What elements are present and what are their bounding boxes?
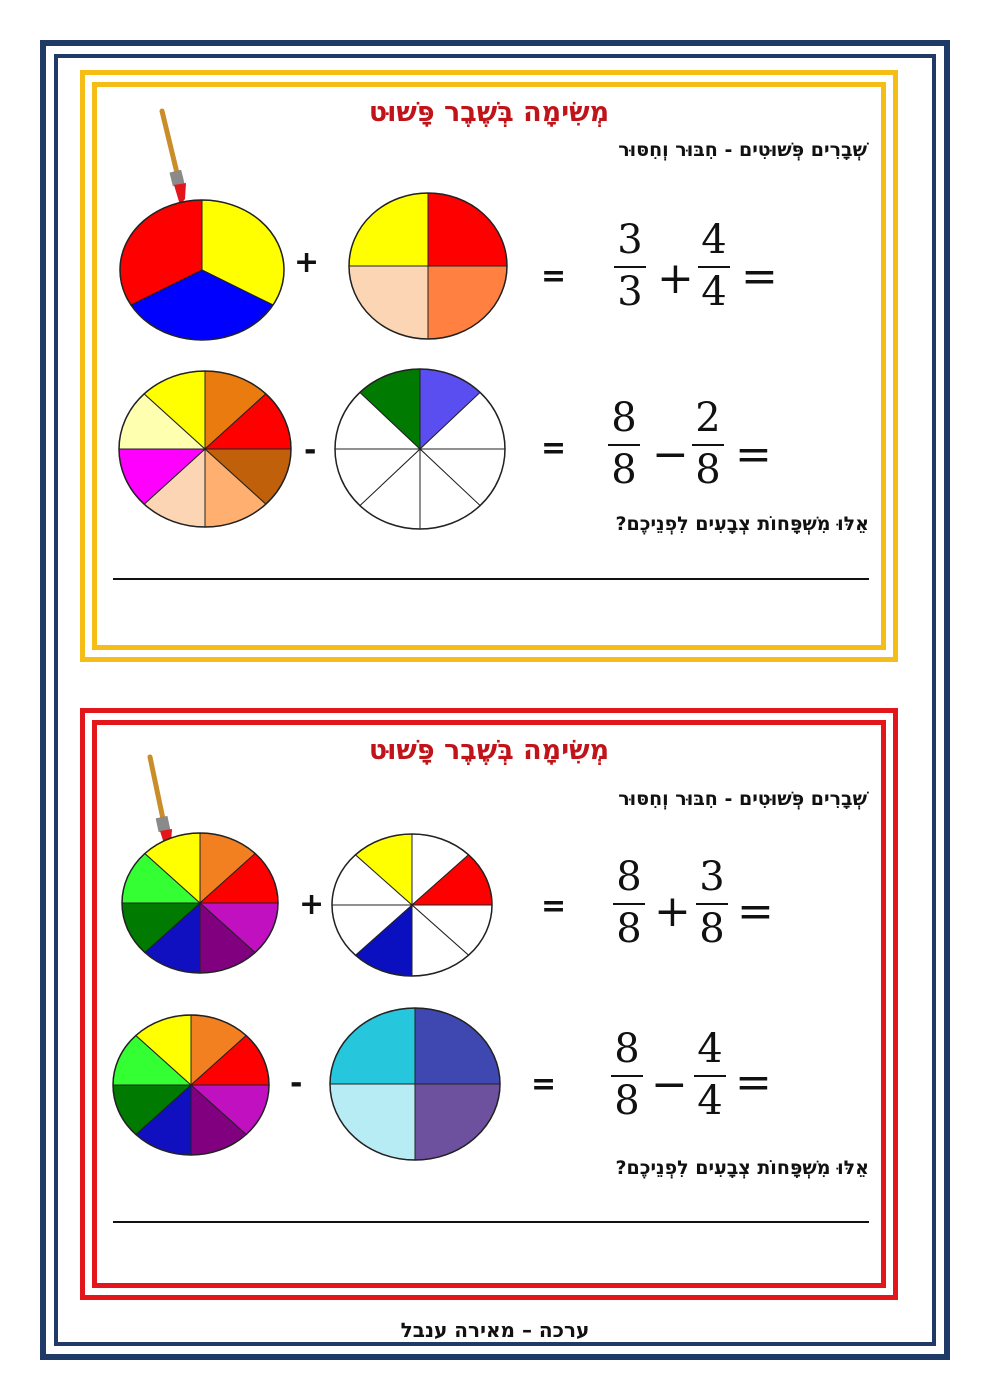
equals-2: = (531, 1067, 557, 1102)
fraction-denominator: 4 (697, 1078, 723, 1124)
wheel-slice (415, 1008, 500, 1084)
card-graphics (85, 713, 895, 1298)
math-equals: = (735, 1057, 772, 1108)
operator-1: + (294, 245, 320, 280)
fraction-numerator: 4 (697, 1026, 723, 1072)
question-text: אֵלּוּ מִשְׁפָּחוֹת צְבָעִים לִפְנֵיכֶם? (615, 1157, 869, 1179)
fraction-b (696, 217, 732, 318)
card-subtitle: שְׁבָרִים פְּשׁוּטִים - חִבּוּר וְחִסּוּר (618, 139, 867, 161)
fraction-numerator: 8 (614, 1026, 640, 1072)
math-equals: = (737, 886, 774, 937)
math-equals: = (735, 429, 772, 480)
paintbrush-icon (150, 757, 172, 850)
answer-line[interactable] (113, 578, 869, 580)
operator-2: - (304, 433, 317, 468)
wheel-1-right (349, 193, 507, 339)
fraction-numerator: 3 (617, 217, 643, 263)
fraction-denominator: 8 (611, 447, 637, 493)
equals-2: = (541, 431, 567, 466)
fraction-a (609, 1026, 645, 1127)
wheel-1-left (122, 833, 278, 973)
operator-1: + (299, 887, 325, 922)
fraction-numerator: 4 (701, 217, 727, 263)
fraction-denominator: 8 (614, 1078, 640, 1124)
fraction-b (694, 854, 730, 955)
answer-line[interactable] (113, 1221, 869, 1223)
fraction-numerator: 2 (695, 395, 721, 441)
fraction-numerator: 8 (616, 854, 642, 900)
wheel-slice (415, 1084, 500, 1160)
task-card-1 (80, 70, 898, 662)
math-sign: − (652, 429, 689, 480)
fraction-numerator: 3 (699, 854, 725, 900)
card-graphics (85, 75, 895, 660)
fraction-denominator: 4 (701, 269, 727, 315)
wheel-1-left (120, 200, 284, 340)
fraction-a (606, 395, 642, 496)
wheel-slice (330, 1084, 415, 1160)
operator-2: - (290, 1066, 303, 1101)
wheel-2-left (113, 1015, 269, 1155)
card-title: מְשִׂימָה בְּשֶׁבֶר פָּשׁוּט (368, 97, 610, 128)
equals-1: = (541, 889, 567, 924)
wheel-slice (330, 1008, 415, 1084)
fraction-a (611, 854, 647, 955)
fraction-numerator: 8 (611, 395, 637, 441)
question-text: אֵלּוּ מִשְׁפָּחוֹת צְבָעִים לִפְנֵיכֶם? (615, 513, 869, 535)
wheel-slice (349, 193, 428, 266)
math-sign: + (657, 253, 694, 304)
math-equals: = (741, 251, 778, 302)
paintbrush-icon (162, 111, 186, 205)
math-sign: + (654, 886, 691, 937)
card-title: מְשִׂימָה בְּשֶׁבֶר פָּשׁוּט (368, 735, 610, 766)
equals-1: = (541, 259, 567, 294)
math-sign: − (651, 1059, 688, 1110)
wheel-2-right (330, 1008, 500, 1160)
wheel-slice (349, 266, 428, 339)
fraction-denominator: 8 (699, 906, 725, 952)
fraction-a (612, 217, 648, 318)
fraction-denominator: 8 (695, 447, 721, 493)
task-card-2 (80, 708, 898, 1300)
fraction-b (690, 395, 726, 496)
fraction-b (692, 1026, 728, 1127)
wheel-2-right (335, 369, 505, 529)
card-subtitle: שְׁבָרִים פְּשׁוּטִים - חִבּוּר וְחִסּוּר (618, 788, 867, 810)
fraction-denominator: 8 (616, 906, 642, 952)
wheel-1-right (332, 834, 492, 976)
author-credit: ערכה – מאירה ענבל (400, 1318, 590, 1342)
wheel-slice (428, 193, 507, 266)
wheel-2-left (119, 371, 291, 527)
fraction-denominator: 3 (617, 269, 643, 315)
wheel-slice (428, 266, 507, 339)
